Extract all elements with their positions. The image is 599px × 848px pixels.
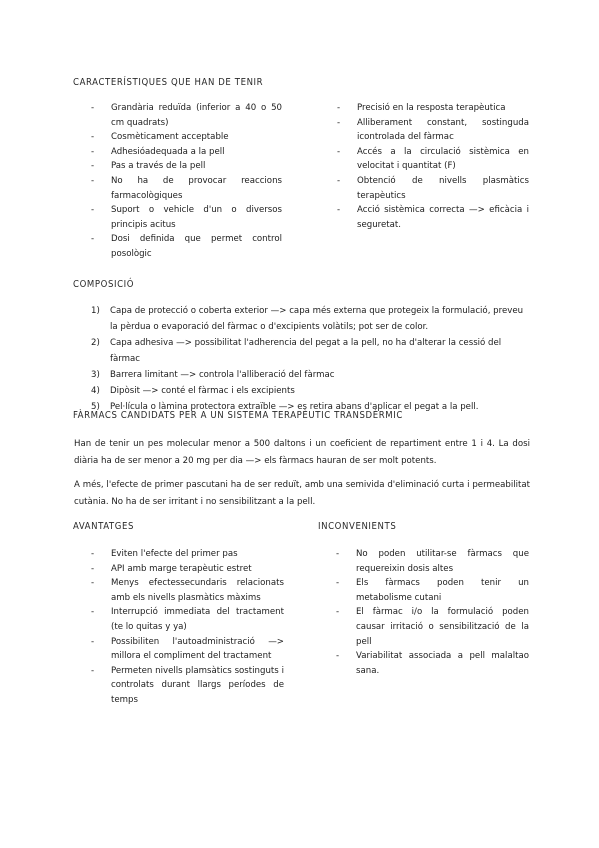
caracteristiques-left-list bbox=[91, 101, 282, 262]
list-item: - Acció sistèmica correcta —> eficàcia i seguretat. bbox=[337, 205, 529, 230]
list-item: - Alliberament constant, sostinguda icontrolada del fàrmac bbox=[337, 117, 529, 143]
list-item: 5) Pel·lícula o làmina protectora extraïble —> es retira abans d'aplicar el pegat a la pell. bbox=[91, 402, 479, 412]
list-item: - No ha de provocar reaccions farmacològiques bbox=[91, 175, 282, 201]
list-item: - Obtenció de nivells plasmàtics terapèutics bbox=[337, 175, 529, 201]
list-item: - Suport o vehicle d'un o diversos principis acitus bbox=[91, 205, 282, 230]
list-item: - Adhesióadequada a la pell bbox=[91, 146, 225, 157]
list-item: - API amb marge terapèutic estret bbox=[91, 563, 252, 574]
section-heading-composicio: COMPOSICIÓ bbox=[73, 279, 135, 290]
inconvenients-list bbox=[336, 547, 529, 678]
section-heading-avantatges: AVANTATGES bbox=[73, 521, 134, 532]
list-item: - Grandària reduïda (inferior a 40 o 50 cm quadrats) bbox=[91, 103, 282, 128]
list-item: - Permeten nivells plamsàtics sostinguts i controlats durant llargs períodes de temps bbox=[91, 665, 284, 705]
list-item: - Cosmèticament acceptable bbox=[91, 132, 229, 143]
list-item: - Els fàrmacs poden tenir un metabolisme cutani bbox=[336, 578, 529, 603]
list-item: 2) Capa adhesiva —> possibilitat l'adherencia del pegat a la pell, no ha d'alterar la cessió del fàrmac bbox=[91, 338, 502, 364]
list-item: - Interrupció immediata del tractament (te lo quitas y ya) bbox=[91, 607, 284, 632]
list-item: 3) Barrera limitant —> controla l'alliberació del fàrmac bbox=[91, 370, 335, 380]
farmacs-paragraph-2: A més, l'efecte de primer pascutani ha de ser reduït, amb una semivida d'eliminació curta i permeabilitat cutània. No ha de ser irritant i no sensibilitzant a la pell. bbox=[74, 480, 530, 507]
composicio-list bbox=[74, 303, 530, 415]
list-item: - Possibiliten l'autoadministració —> millora el compliment del tractament bbox=[91, 636, 284, 662]
list-item: - El fàrmac i/o la formulació poden causar irritació o sensibilització de la pell bbox=[336, 607, 529, 647]
list-item: - Accés a la circulació sistèmica en velocitat i quantitat (F) bbox=[337, 146, 529, 172]
list-item: - Precisió en la resposta terapèutica bbox=[337, 103, 506, 113]
list-item: - Dosi definida que permet control posològic bbox=[91, 234, 282, 259]
list-item: - No poden utilitar-se fàrmacs que requereixin dosis altes bbox=[336, 549, 529, 574]
list-item: - Eviten l'efecte del primer pas bbox=[91, 549, 238, 559]
section-heading-farmacs-candidats: FÀRMACS CANDIDATS PER A UN SISTEMA TERAPÈUTIC TRANSDÈRMIC bbox=[73, 410, 403, 421]
list-item: 1) Capa de protecció o coberta exterior —> capa més externa que protegeix la formulació, preveu la pèrdua o evaporació del fàrmac o d'excipients volàtils; pot ser de color. bbox=[91, 306, 524, 332]
section-heading-inconvenients: INCONVENIENTS bbox=[318, 521, 397, 532]
list-item: 4) Dipòsit —> conté el fàrmac i els excipients bbox=[91, 386, 295, 396]
farmacs-paragraph-1: Han de tenir un pes molecular menor a 500 daltons i un coeficient de repartiment entre 1 i 4. La dosi diària ha de ser menor a 20 mg per dia —> els fàrmacs hauran de ser molt potents. bbox=[74, 439, 530, 466]
avantatges-list bbox=[91, 547, 284, 708]
list-item: - Variabilitat associada a pell malaltao sana. bbox=[336, 651, 529, 676]
caracteristiques-right-list bbox=[337, 101, 529, 232]
list-item: - Pas a través de la pell bbox=[91, 161, 206, 172]
list-item: - Menys efectessecundaris relacionats amb els nivells plasmàtics màxims bbox=[91, 578, 284, 603]
section-heading-caracteristiques: CARACTERÍSTIQUES QUE HAN DE TENIR bbox=[73, 77, 264, 88]
